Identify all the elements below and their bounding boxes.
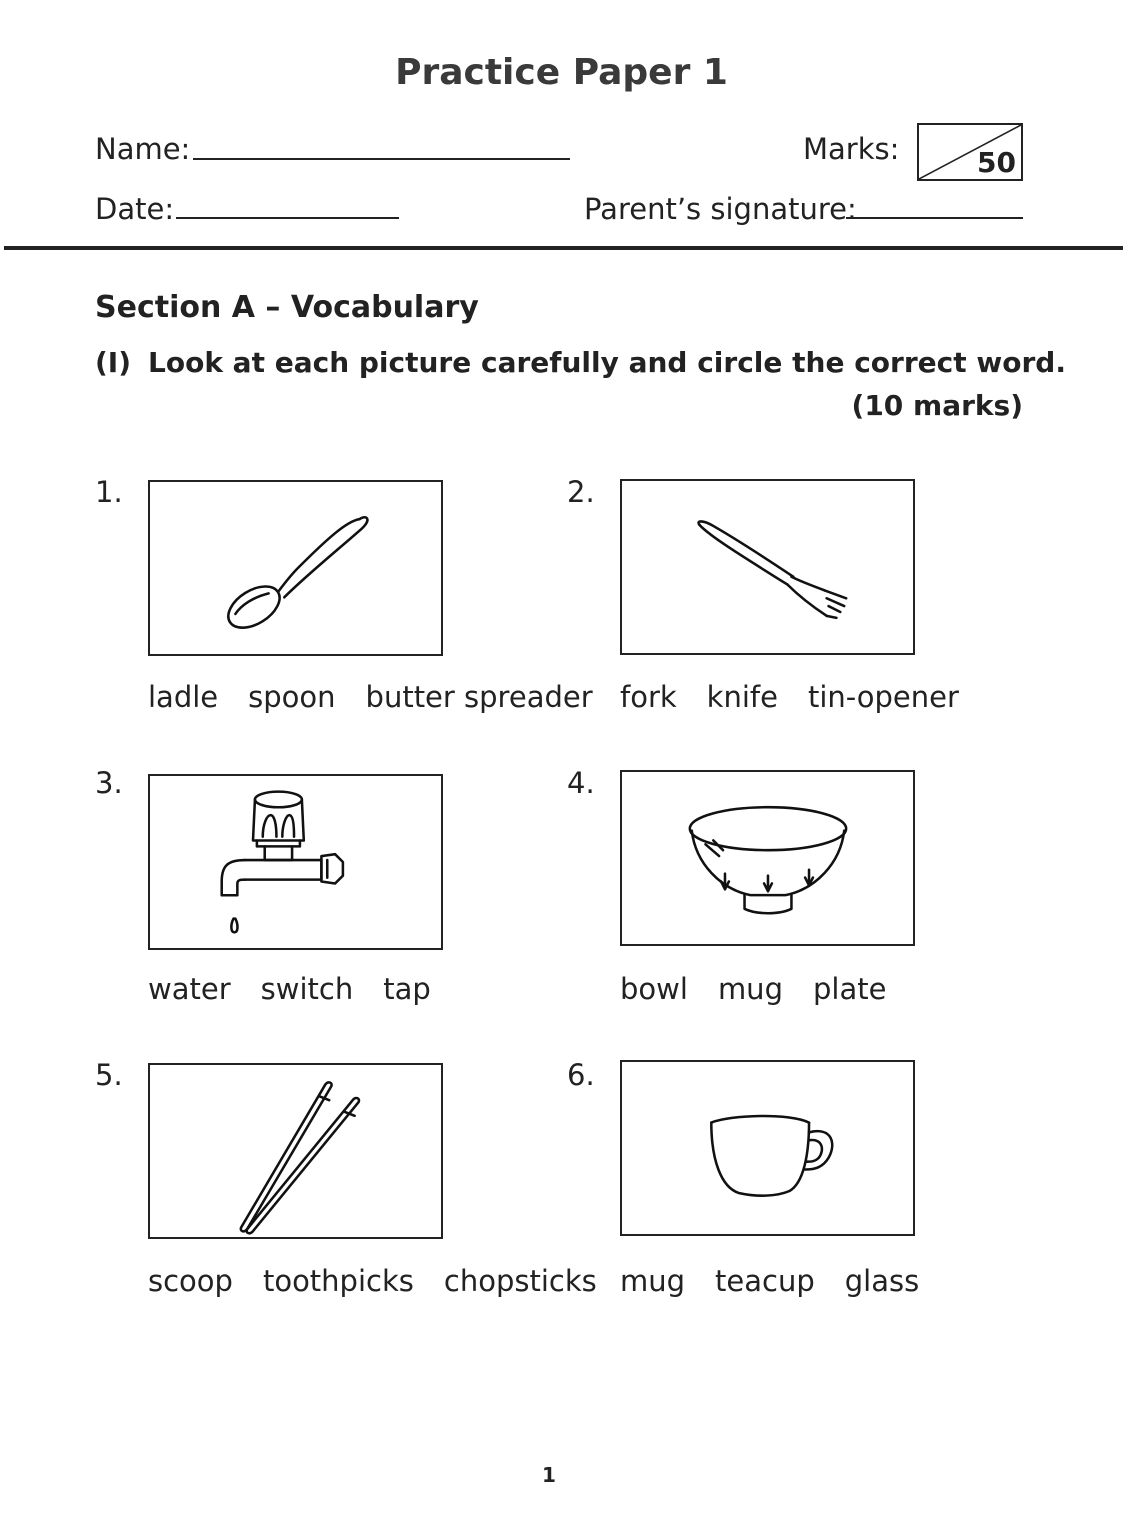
option-word[interactable]: plate [812, 972, 887, 1006]
teacup-icon [622, 1062, 913, 1234]
instruction-text: Look at each picture carefully and circle the correct word. [148, 346, 1066, 379]
option-word[interactable]: tap [383, 972, 431, 1006]
name-label: Name: [95, 132, 191, 166]
fork-icon [622, 481, 913, 653]
page-title: Practice Paper 1 [395, 52, 728, 93]
spoon-icon [150, 482, 441, 654]
signature-label: Parent’s signature: [584, 192, 857, 226]
word-options [620, 680, 989, 714]
date-field[interactable] [176, 217, 399, 219]
option-word[interactable]: tin-opener [807, 680, 959, 714]
picture-box [148, 480, 443, 656]
question-number: 4. [567, 766, 595, 800]
tap-icon [150, 776, 441, 948]
picture-box [620, 770, 915, 946]
question-number: 6. [567, 1058, 595, 1092]
chopsticks-icon [150, 1065, 441, 1237]
option-word[interactable]: switch [260, 972, 354, 1006]
section-title: Section A – Vocabulary [95, 290, 479, 325]
picture-box [148, 774, 443, 950]
section-marks: (10 marks) [851, 389, 1023, 422]
question-number: 3. [95, 766, 123, 800]
option-word[interactable]: ladle [148, 680, 219, 714]
option-word[interactable]: scoop [148, 1264, 233, 1298]
option-word[interactable]: mug [717, 972, 783, 1006]
marks-label: Marks: [803, 132, 900, 166]
marks-box[interactable] [917, 123, 1023, 181]
bowl-icon [622, 772, 913, 944]
word-options [148, 680, 623, 714]
picture-box [620, 479, 915, 655]
picture-box [620, 1060, 915, 1236]
option-word[interactable]: toothpicks [262, 1264, 414, 1298]
page-number: 1 [542, 1463, 556, 1487]
option-word[interactable]: spoon [248, 680, 336, 714]
option-word[interactable]: butter spreader [365, 680, 593, 714]
option-word[interactable]: glass [844, 1264, 920, 1298]
word-options [148, 1264, 627, 1298]
name-field[interactable] [193, 158, 570, 160]
question-number: 2. [567, 475, 595, 509]
word-options [620, 1264, 949, 1298]
header-divider [4, 246, 1123, 250]
option-word[interactable]: teacup [715, 1264, 815, 1298]
question-number: 1. [95, 475, 123, 509]
option-word[interactable]: water [148, 972, 231, 1006]
word-options [620, 972, 916, 1006]
signature-field[interactable] [846, 217, 1023, 219]
option-word[interactable]: mug [620, 1264, 686, 1298]
question-number: 5. [95, 1058, 123, 1092]
option-word[interactable]: knife [706, 680, 778, 714]
option-word[interactable]: fork [620, 680, 677, 714]
date-label: Date: [95, 192, 175, 226]
option-word[interactable]: bowl [620, 972, 688, 1006]
marks-total: 50 [977, 146, 1016, 179]
picture-box [148, 1063, 443, 1239]
word-options [148, 972, 461, 1006]
part-number: (I) [95, 346, 132, 379]
option-word[interactable]: chopsticks [443, 1264, 597, 1298]
